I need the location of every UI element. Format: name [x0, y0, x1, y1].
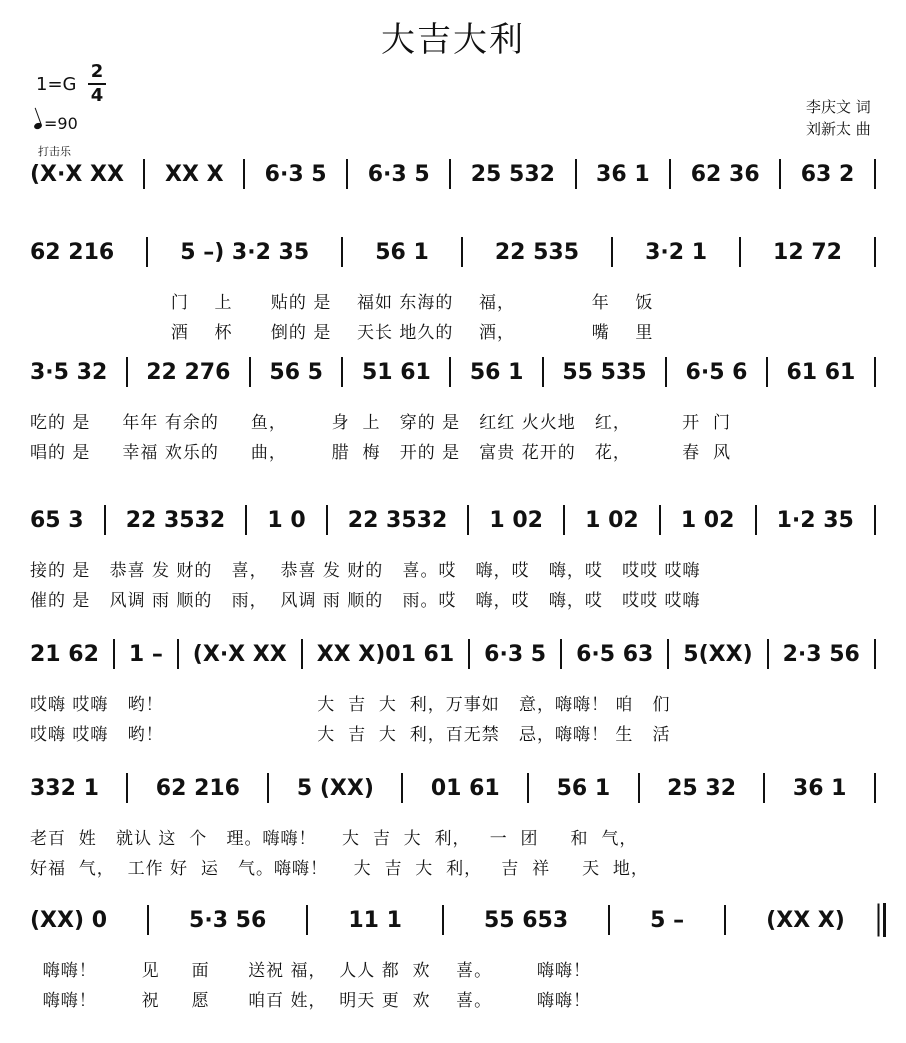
barline [143, 159, 145, 189]
time-signature-bottom: 4 [90, 85, 104, 106]
staff-system [30, 772, 886, 892]
barline [401, 773, 403, 803]
measure: 62 216 [155, 775, 240, 801]
measure: 56 5 [269, 359, 323, 385]
barline [665, 357, 667, 387]
measure: 21 62 [30, 641, 99, 667]
barline [874, 505, 876, 535]
measure: (XX X) [766, 907, 845, 933]
barline [104, 505, 106, 535]
barline [341, 357, 343, 387]
measure: 3·2 1 [645, 239, 708, 265]
barline [442, 905, 444, 935]
measure: 56 1 [375, 239, 429, 265]
lyric-line: 催的 是 风调 雨 顺的 雨， 风调 雨 顺的 雨。哎 嗨，哎 嗨，哎 哎哎 哎嗨 [30, 591, 701, 611]
barline [779, 159, 781, 189]
measure: 55 653 [483, 907, 569, 933]
barline [301, 639, 303, 669]
barline [638, 773, 640, 803]
barline [874, 159, 876, 189]
lyric-line: 老百 姓 就认 这 个 理。嗨嗨！ 大 吉 大 利， 一 团 和 气， [30, 829, 638, 849]
barline [527, 773, 529, 803]
measure: 25 32 [667, 775, 736, 801]
measure: 6·3 5 [367, 161, 430, 187]
barline [467, 505, 469, 535]
barline [126, 773, 128, 803]
tempo-marking [34, 114, 78, 133]
lyric-line: 酒 杯 倒的 是 天长 地久的 酒， 嘴 里 [30, 323, 654, 343]
barline [243, 159, 245, 189]
measure: 22 3532 [125, 507, 226, 533]
barline [874, 357, 876, 387]
measure: 36 1 [792, 775, 847, 801]
notation-line [30, 638, 886, 670]
staff-system [30, 356, 886, 476]
lyric-line: 唱的 是 幸福 欢乐的 曲， 腊 梅 开的 是 富贵 花开的 花， 春 风 [30, 443, 731, 463]
barline [763, 773, 765, 803]
barline [659, 505, 661, 535]
barline [542, 357, 544, 387]
measure: 5(XX) [683, 641, 753, 667]
measure: 6·5 63 [576, 641, 654, 667]
time-signature-top: 2 [90, 61, 104, 82]
barline [147, 905, 149, 935]
measure: 11 1 [348, 907, 402, 933]
barline [874, 639, 876, 669]
barline [267, 773, 269, 803]
barline [669, 159, 671, 189]
barline [326, 505, 328, 535]
notation-line [30, 356, 886, 388]
barline [468, 639, 470, 669]
tempo-value: =90 [44, 114, 78, 133]
barline [449, 159, 451, 189]
barline [245, 505, 247, 535]
measure: 3·5 32 [30, 359, 108, 385]
measure: 5 (XX) [296, 775, 374, 801]
measure: 62 36 [690, 161, 760, 187]
barline [449, 357, 451, 387]
measure: 51 61 [361, 359, 431, 385]
barline [611, 237, 613, 267]
measure: 1 02 [585, 507, 639, 533]
measure: 65 3 [30, 507, 84, 533]
staff-system [30, 504, 886, 624]
final-barline [883, 903, 886, 937]
barline [306, 905, 308, 935]
barline [346, 159, 348, 189]
notation-line [30, 158, 886, 190]
lyric-line: 嗨嗨！ 祝 愿 咱百 姓， 明天 更 欢 喜。 嗨嗨！ [30, 991, 591, 1011]
measure: 22 276 [146, 359, 231, 385]
measure: 6·3 5 [264, 161, 327, 187]
measure: 5·3 56 [189, 907, 267, 933]
time-signature [88, 62, 106, 106]
lyric-line: 嗨嗨！ 见 面 送祝 福， 人人 都 欢 喜。 嗨嗨！ [30, 961, 591, 981]
measure: XX X)01 61 [316, 641, 455, 667]
measure: 25 532 [470, 161, 555, 187]
measure: 63 2 [800, 161, 855, 187]
measure: 22 535 [494, 239, 580, 265]
measure: 6·5 6 [685, 359, 748, 385]
lyric-line: 哎嗨 哎嗨 哟！ 大 吉 大 利，万事如 意，嗨嗨！ 咱 们 [30, 695, 671, 715]
song-title: 大吉大利 [381, 20, 525, 60]
lyricist-credit: 李庆文 词 [806, 98, 871, 116]
quarter-note-icon [33, 122, 43, 130]
measure: 5 –) 3·2 35 [180, 239, 310, 265]
barline [724, 905, 726, 935]
measure: XX X [165, 161, 224, 187]
measure: 36 1 [596, 161, 650, 187]
notation-line [30, 772, 886, 804]
barline [575, 159, 577, 189]
measure: 1 0 [267, 507, 306, 533]
staff-system [30, 638, 886, 758]
composer-credit: 刘新太 曲 [806, 120, 871, 138]
measure: (X·X XX [192, 641, 287, 667]
percussion-label: 打击乐 [38, 145, 71, 158]
measure: (XX) 0 [30, 907, 107, 933]
barline [755, 505, 757, 535]
barline [767, 639, 769, 669]
lyric-line: 吃的 是 年年 有余的 鱼， 身 上 穿的 是 红红 火火地 红， 开 门 [30, 413, 731, 433]
measure: 1 – [128, 641, 163, 667]
measure: 5 – [650, 907, 685, 933]
measure: 61 61 [786, 359, 856, 385]
measure: (X·X XX [30, 161, 124, 187]
barline [667, 639, 669, 669]
barline [874, 773, 876, 803]
measure: 01 61 [430, 775, 500, 801]
lyric-line: 门 上 贴的 是 福如 东海的 福， 年 饭 [30, 293, 654, 313]
barline [113, 639, 115, 669]
lyric-line: 哎嗨 哎嗨 哟！ 大 吉 大 利，百无禁 忌，嗨嗨！ 生 活 [30, 725, 671, 745]
notation-line [30, 904, 886, 936]
measure: 332 1 [30, 775, 99, 801]
measure: 2·3 56 [782, 641, 860, 667]
barline [249, 357, 251, 387]
barline [739, 237, 741, 267]
barline [126, 357, 128, 387]
measure: 1 02 [680, 507, 735, 533]
barline [766, 357, 768, 387]
measure: 12 72 [773, 239, 842, 265]
barline [563, 505, 565, 535]
staff-system [30, 904, 886, 1024]
measure: 22 3532 [347, 507, 448, 533]
barline [341, 237, 343, 267]
lyric-line: 接的 是 恭喜 发 财的 喜， 恭喜 发 财的 喜。哎 嗨，哎 嗨，哎 哎哎 哎嗨 [30, 561, 701, 581]
measure: 55 535 [562, 359, 647, 385]
notation-line [30, 504, 886, 536]
key-signature: 1=G [36, 74, 77, 95]
staff-system [30, 236, 886, 356]
measure: 1·2 35 [776, 507, 854, 533]
measure: 1 02 [489, 507, 543, 533]
barline [608, 905, 610, 935]
measure: 62 216 [30, 239, 115, 265]
barline [177, 639, 179, 669]
barline [461, 237, 463, 267]
measure: 6·3 5 [484, 641, 547, 667]
notation-line [30, 236, 886, 268]
barline [146, 237, 148, 267]
measure: 56 1 [469, 359, 524, 385]
measure: 56 1 [556, 775, 611, 801]
barline [874, 237, 876, 267]
barline [560, 639, 562, 669]
lyric-line: 好福 气， 工作 好 运 气。嗨嗨！ 大 吉 大 利， 吉 祥 天 地， [30, 859, 649, 879]
